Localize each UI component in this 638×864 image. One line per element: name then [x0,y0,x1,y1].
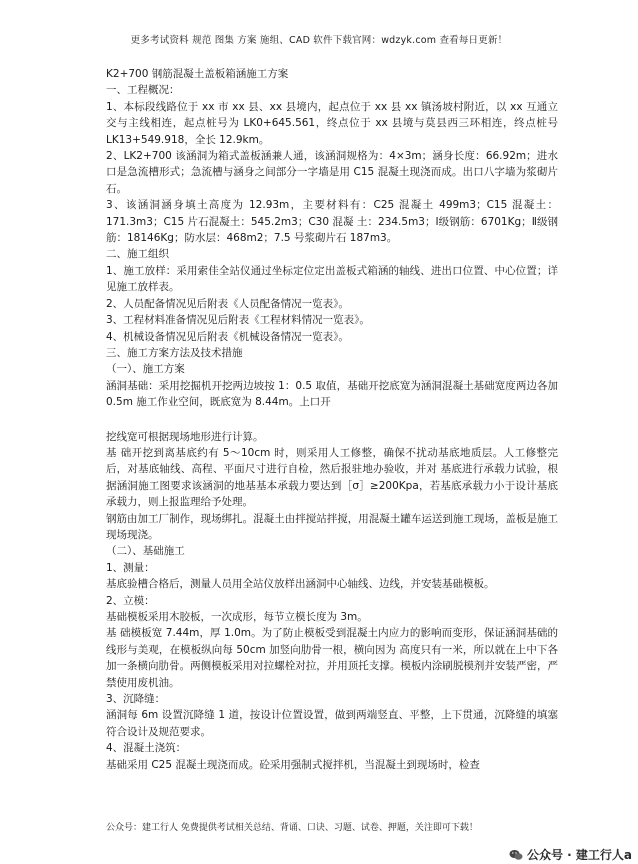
paragraph: 挖线宽可根据现场地形进行计算。 [106,430,264,443]
paragraph: 1、本标段线路位于 xx 市 xx 县、xx 县境内，起点位于 xx 县 xx 镇汤坡村附近，以 xx 互通立交与主线相连，起点桩号为 LK0+645.561，终点位于 xx 县境与莫县西三环相连，终点桩号 LK13+549.918，全长 12.9km。 [106,100,558,146]
wechat-icon [509,849,523,861]
item-heading: 3、沉降缝： [106,693,166,706]
paragraph: 2、人员配备情况见后附表《人员配备情况一览表》。 [106,297,349,310]
document-body [106,66,558,773]
paragraph: 涵洞每 6m 设置沉降缝 1 道，按设计位置设置，做到两端竖直、平整，上下贯通，沉降缝的填塞符合设计及规范要求。 [106,709,558,738]
paragraph: 基础模板采用木胶板，一次成形，每节立模长度为 3m。 [106,611,368,623]
document-title: K2+700 钢筋混凝土盖板箱涵施工方案 [106,68,289,80]
paragraph: 基 础模板宽 7.44m，厚 1.0m。为了防止模板受到混凝土内应力的影响而变形，保证涵洞基础的线形与美观，在模板纵向每 50cm 加竖向肋骨一根，横向因为 高度只有一米，所以就在上中下各加一条横向肋骨。两侧模板采用对拉螺栓对拉，并用顶托支撑。模板内涂刷脱模剂并安装严密，严禁使用废机油。 [106,627,558,689]
watermark [509,846,632,863]
section-heading: 三、施工方案方法及技术措施 [106,346,243,359]
subsection-heading: （一）、施工方案 [106,363,185,376]
footer-note: 公众号：建工行人 免费提供考试相关总结、背诵、口诀、习题、试卷、押题，关注即可下载！ [106,823,478,833]
section-heading: 二、施工组织 [106,248,169,261]
paragraph: 2、LK2+700 该涵洞为箱式盖板涵兼人通，该涵洞规格为：4×3m；涵身长度：66.92m；进水口是急流槽形式；急流槽与涵身之间部分一字墙是用 C15 混凝土现浇而成。出口八字墙为浆砌片石。 [106,150,558,195]
paragraph: 1、施工放样：采用索佳全站仪通过坐标定位定出盖板式箱涵的轴线、进出口位置、中心位置；详见施工放样表。 [106,264,558,294]
paragraph: 3、该涵洞涵身填土高度为 12.93m，主要材料有：C25 混凝土 499m3；C15 混凝土：171.3m3；C15 片石混凝土：545.2m3；C30 混凝 土：234.5m3；Ⅰ级钢筋：6701Kg；Ⅱ级钢筋：18146Kg；防水层：468m2；7.5 号浆砌片石 187m3。 [106,199,558,245]
paragraph: 钢筋由加工厂制作，现场绑扎。混凝土由拌搅站拌搅，用混凝土罐车运送到施工现场，盖板是施工现场现浇。 [106,512,558,541]
paragraph: 基 础开挖到离基底约有 5～10cm 时，则采用人工修整，确保不扰动基底地质层。人工修整完后，对基底轴线、高程、平面尺寸进行自检，然后报驻地办验收，并对 基底进行承载力试验，根据涵洞施工图要求该涵洞的地基基本承载力要达到［σ］≥200Kpa，若基底承载力小于设计基底承载力，则上报监理给予处理。 [106,446,558,509]
subsection-heading: （二）、基础施工 [106,545,185,558]
paragraph: 基础采用 C25 混凝土现浇而成。砼采用强制式搅拌机，当混凝土到现场时，检查 [106,758,480,771]
site-header-banner: 更多考试资料 规范 图集 方案 施组、CAD 软件下载官网：wdzyk.com 查看每日更新！ [130,35,508,46]
item-heading: 4、混凝土浇筑： [106,742,187,755]
item-heading: 1、测量： [106,561,155,574]
watermark-text: 公众号 · 建工行人a [526,848,632,862]
paragraph: 涵洞基础：采用挖掘机开挖两边坡按 1：0.5 取值，基础开挖底宽为涵洞混凝土基础宽度两边各加 0.5m 施工作业空间，既底宽为 8.44m。上口开 [106,379,558,409]
section-heading: 一、工程概况： [106,84,180,97]
item-heading: 2、立模： [106,594,155,607]
paragraph: 4、机械设备情况见后附表《机械设备情况一览表》。 [106,330,349,343]
paragraph: 3、工程材料准备情况见后附表《工程材料情况一览表》。 [106,314,370,327]
paragraph: 基底验槽合格后，测量人员用全站仪放样出涵洞中心轴线、边线，并安装基础模板。 [106,578,495,591]
